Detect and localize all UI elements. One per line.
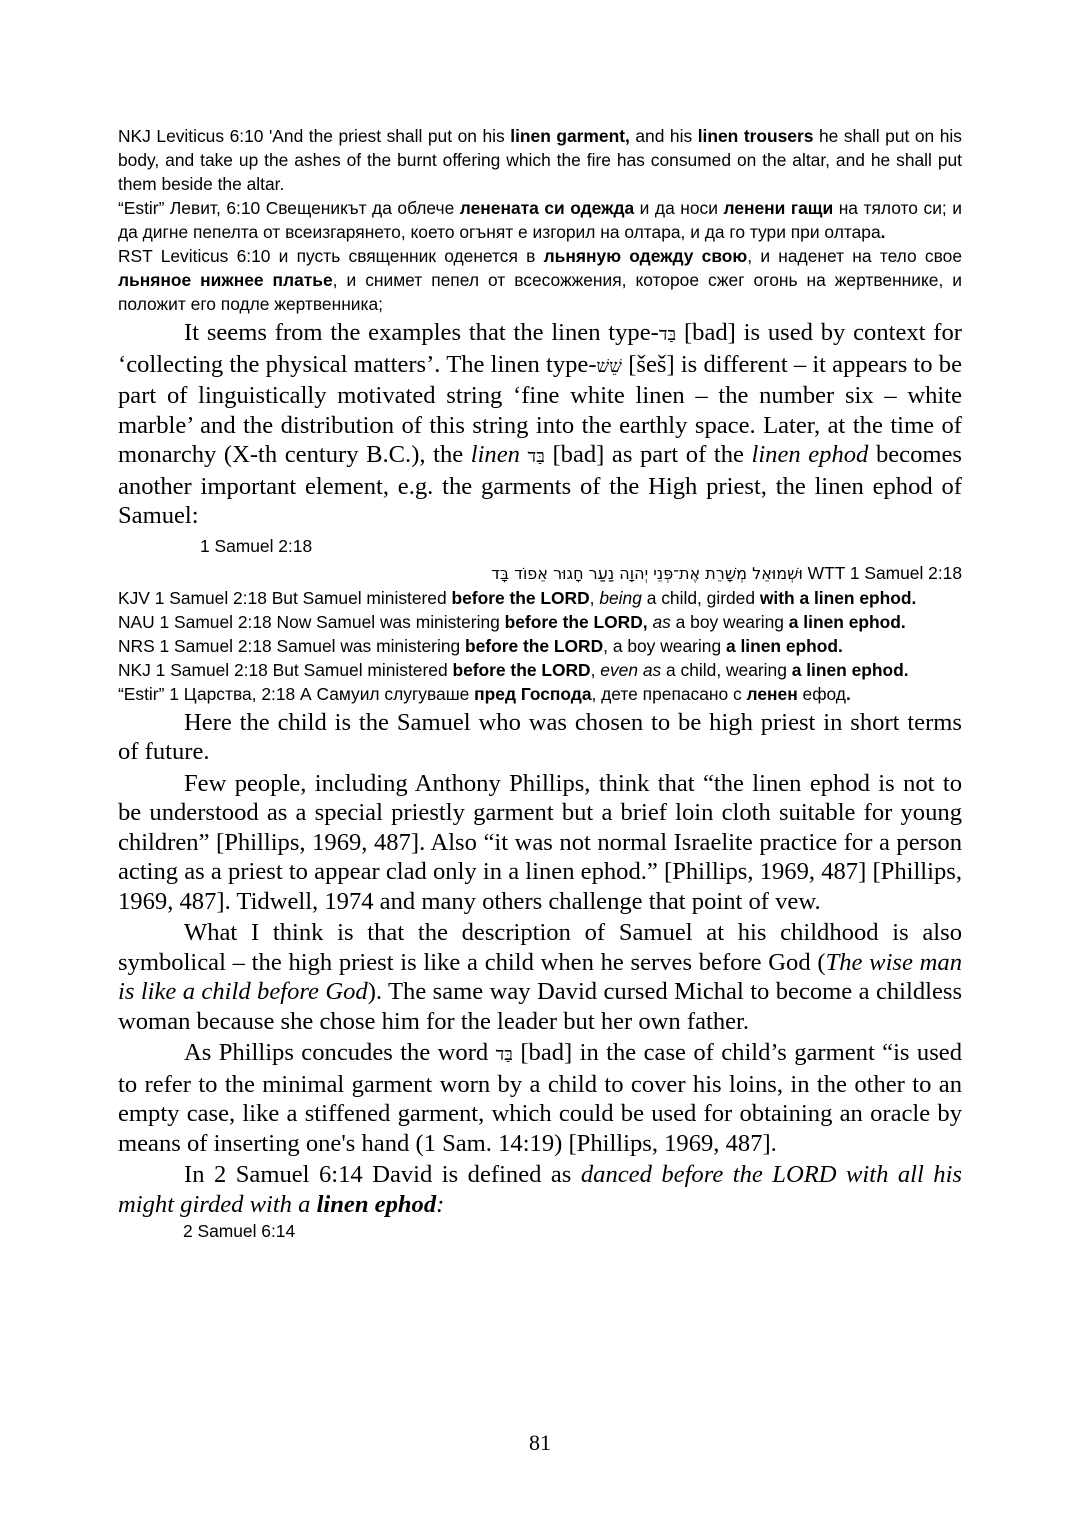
rst-leviticus-verse: RST Leviticus 6:10 и пусть священник оденется в льняную одежду свою, и наденет на тело свое льняное нижнее платье, и снимет пепел от всесожжения, которое сжег огонь на жертвеннике, и положит его подле жертвенника; [118,246,963,314]
kjv-1-samuel-verse: KJV 1 Samuel 2:18 But Samuel ministered before the LORD, being a child, girded with a linen ephod. [118,587,917,608]
body-paragraph-david: In 2 Samuel 6:14 David is defined as danced before the LORD with all his might girded with a linen ephod: [118,1161,962,1218]
nau-1-samuel-verse: NAU 1 Samuel 2:18 Now Samuel was ministering before the LORD, as a boy wearing a linen ephod. [118,611,906,632]
body-paragraph-linen-types: It seems from the examples that the linen type-בַּד [bad] is used by context for ‘collecting the physical matters’. The linen type-שֵׁשׁ [šeš] is different – it appears to be part of linguistically motivated string ‘fine white linen – the number six – white marble’ and the distribution of this string into the earthly space. Later, at the time of monarchy (X-th century B.C.), the linen בַּד [bad] as part of the linen ephod becomes another important element, e.g. the garments of the High priest, the linen ephod of Samuel: [118,319,963,529]
wtt-1-samuel-verse: וּשְׁמוּאֵל מְשָׁרֵת אֶת־פְּנֵי יְהוָה נַעַר חָגוּר אֵפוֹד בָּד WTT 1 Samuel 2:18 [491,562,962,583]
nkj-leviticus-verse: NKJ Leviticus 6:10 'And the priest shall put on his linen garment, and his linen trousers he shall put on his body, and take up the ashes of the burnt offering which the fire has consumed on the altar, and he shall put them beside the altar. [118,126,962,194]
estir-leviticus-verse: “Estir” Левит, 6:10 Свещеникът да облече ленената си одежда и да носи ленени гащи на тялото си; и да дигне пепелта от всеизгарянето, което огънят е изгорил на олтара, и да го тури при олтара. [118,198,962,242]
estir-1-samuel-verse: “Estir” 1 Царства, 2:18 А Самуил слугуваше пред Господа, дете препасано с ленен ефод. [118,683,851,704]
body-paragraph-symbolism: What I think is that the description of Samuel at his childhood is also symbolical – the high priest is like a child when he serves before God (The wise man is like a child before God). The same way David cursed Michal to become a childless woman because she chose him for the leader but her own father. [118,919,963,1035]
nkj-1-samuel-verse: NKJ 1 Samuel 2:18 But Samuel ministered before the LORD, even as a child, wearing a linen ephod. [118,659,909,680]
body-paragraph-samuel-child: Here the child is the Samuel who was chosen to be high priest in short terms of future. [118,708,962,765]
body-paragraph-phillips-concludes: As Phillips concudes the word בַּד [bad] in the case of child’s garment “is used to refer to the minimal garment worn by a child to cover his loins, in the other to an empty case, like a stiffened garment, which could be used for obtaining an oracle by means of inserting one's hand (1 Sam. 14:19) [Phillips, 1969, 487]. [118,1039,962,1157]
nrs-1-samuel-verse: NRS 1 Samuel 2:18 Samuel was ministering before the LORD, a boy wearing a linen ephod. [118,635,843,656]
page-number: 81 [529,1430,551,1455]
body-paragraph-phillips: Few people, including Anthony Phillips, think that “the linen ephod is not to be understood as a special priestly garment but a brief loin cloth suitable for young children” [Phillips, 1969, 487]. Also “it was not normal Israelite practice for a person acting as a priest to appear clad only in a linen ephod.” [Phillips, 1969, 487] [Phillips, 1969, 487]. Tidwell, 1974 and many others challenge that point of vew. [118,769,962,915]
document-page [118,124,962,1243]
reference-2-samuel: 2 Samuel 6:14 [183,1221,296,1241]
reference-1-samuel: 1 Samuel 2:18 [200,535,313,556]
